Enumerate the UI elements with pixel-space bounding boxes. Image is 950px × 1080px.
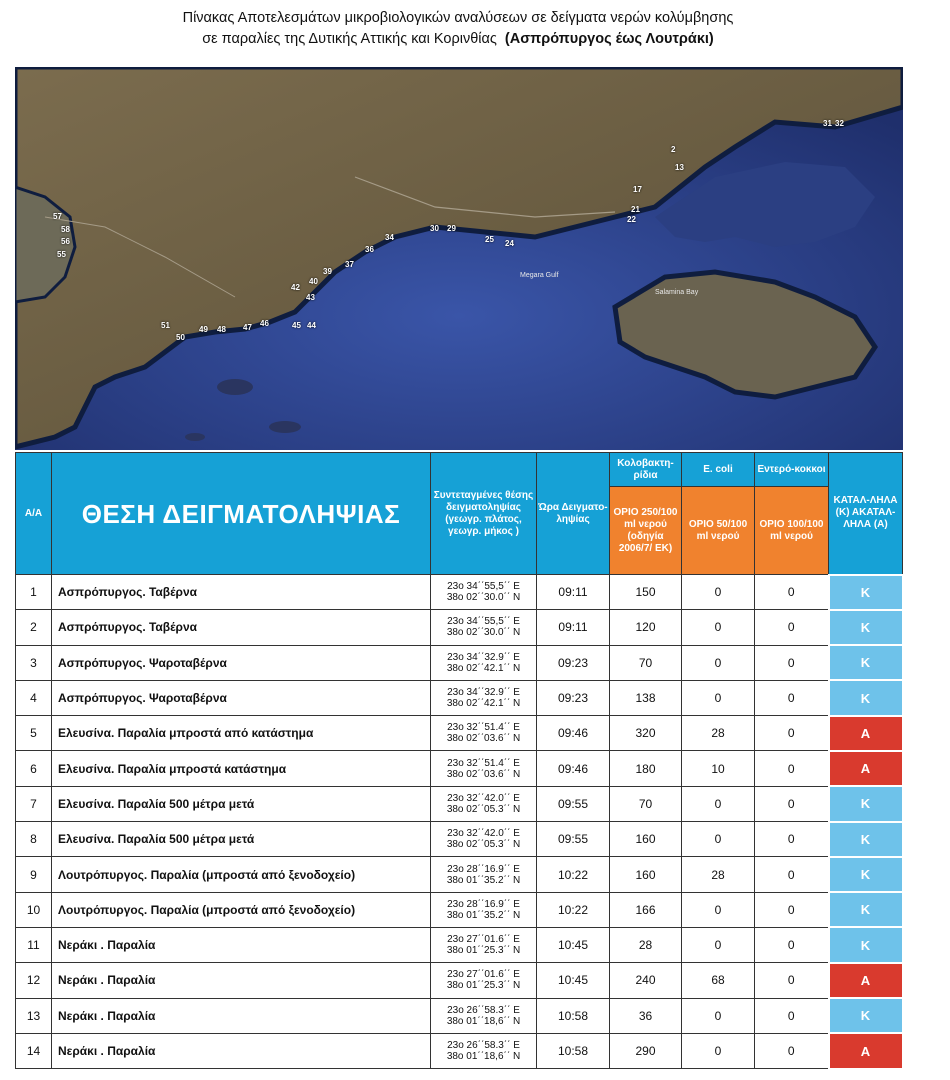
coliforms-value: 138 xyxy=(610,680,682,715)
row-number: 11 xyxy=(16,927,52,962)
position-name: Νεράκι . Παραλία xyxy=(52,927,431,962)
title-line-1: Πίνακας Αποτελεσμάτων μικροβιολογικών αναλύσεων σε δείγματα νερών κολύμβησης xyxy=(182,10,734,26)
sampling-time: 10:45 xyxy=(537,927,610,962)
result-badge: Κ xyxy=(829,786,903,821)
coliforms-value: 120 xyxy=(610,610,682,645)
header-entero: Εντερό-κοκκοι xyxy=(755,453,829,487)
table-row xyxy=(16,575,903,610)
ecoli-value: 0 xyxy=(682,645,755,680)
map-point-40: 40 xyxy=(309,277,318,286)
coliforms-value: 320 xyxy=(610,716,682,751)
ecoli-value: 10 xyxy=(682,751,755,786)
position-name: Νεράκι . Παραλία xyxy=(52,1033,431,1068)
longitude: 23ο 28΄΄16.9΄΄ Ε xyxy=(447,863,520,875)
position-name: Ελευσίνα. Παραλία μπροστά κατάστημα xyxy=(52,751,431,786)
latitude: 38ο 02΄΄42.1΄΄ Ν xyxy=(446,662,521,674)
coordinates xyxy=(431,680,537,715)
row-number: 14 xyxy=(16,1033,52,1068)
coordinates xyxy=(431,1033,537,1068)
coordinates xyxy=(431,716,537,751)
latitude: 38ο 01΄΄18,6΄΄ Ν xyxy=(446,1051,521,1062)
enterococci-value: 0 xyxy=(755,680,829,715)
sampling-time: 10:45 xyxy=(537,963,610,998)
map-point-36: 36 xyxy=(365,245,374,254)
enterococci-value: 0 xyxy=(755,645,829,680)
header-coliforms-limit: ΟΡΙΟ 250/100 ml νερού (οδηγία 2006/7/ ΕΚ) xyxy=(610,487,682,575)
coliforms-value: 166 xyxy=(610,892,682,927)
row-number: 3 xyxy=(16,645,52,680)
result-badge: Κ xyxy=(829,575,903,610)
enterococci-value: 0 xyxy=(755,857,829,892)
coordinates xyxy=(431,857,537,892)
title-line-2 xyxy=(0,29,916,50)
latitude: 38ο 01΄΄25.3΄΄ Ν xyxy=(446,945,521,957)
map-point-43: 43 xyxy=(306,293,315,302)
map-point-30: 30 xyxy=(430,224,439,233)
result-badge: Κ xyxy=(829,857,903,892)
islet-2 xyxy=(269,421,301,433)
map-point-56: 56 xyxy=(61,237,70,246)
enterococci-value: 0 xyxy=(755,751,829,786)
longitude: 23ο 27΄΄01.6΄΄ Ε xyxy=(447,969,520,981)
table-row xyxy=(16,716,903,751)
longitude: 23ο 34΄΄32.9΄΄ Ε xyxy=(447,687,520,699)
table-row xyxy=(16,963,903,998)
result-badge: Κ xyxy=(829,927,903,962)
latitude: 38ο 02΄΄03.6΄΄ Ν xyxy=(446,733,521,745)
longitude: 23ο 28΄΄16.9΄΄ Ε xyxy=(447,898,520,910)
result-badge: Κ xyxy=(829,998,903,1033)
result-badge: Κ xyxy=(829,645,903,680)
enterococci-value: 0 xyxy=(755,927,829,962)
coordinates xyxy=(431,963,537,998)
coordinates xyxy=(431,822,537,857)
position-name: Νεράκι . Παραλία xyxy=(52,963,431,998)
map-graphic xyxy=(15,67,903,450)
map-point-39: 39 xyxy=(323,267,332,276)
coliforms-value: 160 xyxy=(610,857,682,892)
enterococci-value: 0 xyxy=(755,892,829,927)
row-number: 6 xyxy=(16,751,52,786)
position-name: Νεράκι . Παραλία xyxy=(52,998,431,1033)
islet-3 xyxy=(185,433,205,441)
coliforms-value: 70 xyxy=(610,786,682,821)
header-ecoli: E. coli xyxy=(682,453,755,487)
row-number: 13 xyxy=(16,998,52,1033)
results-body xyxy=(16,575,903,1069)
ecoli-value: 68 xyxy=(682,963,755,998)
coordinates xyxy=(431,575,537,610)
header-result: ΚΑΤΑΛ-ΛΗΛΑ (Κ) ΑΚΑΤΑΛ-ΛΗΛΑ (Α) xyxy=(829,453,903,575)
result-badge: Α xyxy=(829,751,903,786)
longitude: 23ο 32΄΄42.0΄΄ Ε xyxy=(447,792,520,804)
enterococci-value: 0 xyxy=(755,575,829,610)
table-row xyxy=(16,822,903,857)
longitude: 23ο 26΄΄58.3΄΄ Ε xyxy=(447,1004,520,1016)
longitude: 23ο 34΄΄32.9΄΄ Ε xyxy=(447,651,520,663)
row-number: 12 xyxy=(16,963,52,998)
map-point-45: 45 xyxy=(292,321,301,330)
sampling-time: 09:46 xyxy=(537,751,610,786)
result-badge: Κ xyxy=(829,822,903,857)
coliforms-value: 28 xyxy=(610,927,682,962)
sampling-time: 10:22 xyxy=(537,892,610,927)
latitude: 38ο 01΄΄18,6΄΄ Ν xyxy=(446,1015,521,1027)
latitude: 38ο 02΄΄05.3΄΄ Ν xyxy=(446,803,521,815)
map-point-58: 58 xyxy=(61,225,70,234)
position-name: Ασπρόπυργος. Ψαροταβέρνα xyxy=(52,645,431,680)
enterococci-value: 0 xyxy=(755,610,829,645)
coliforms-value: 150 xyxy=(610,575,682,610)
header-ecoli-limit: ΟΡΙΟ 50/100 ml νερού xyxy=(682,487,755,575)
map-point-51: 51 xyxy=(161,321,170,330)
sampling-time: 09:23 xyxy=(537,645,610,680)
enterococci-value: 0 xyxy=(755,1033,829,1068)
map-point-2: 2 xyxy=(671,145,676,154)
map-point-44: 44 xyxy=(307,321,316,330)
coordinates xyxy=(431,892,537,927)
row-number: 2 xyxy=(16,610,52,645)
header-time: Ώρα Δειγματο-ληψίας xyxy=(537,453,610,575)
map-point-42: 42 xyxy=(291,283,300,292)
enterococci-value: 0 xyxy=(755,822,829,857)
header-aa: Α/Α xyxy=(16,453,52,575)
sampling-time: 09:55 xyxy=(537,822,610,857)
position-name: Ασπρόπυργος. Ψαροταβέρνα xyxy=(52,680,431,715)
position-name: Λουτρόπυργος. Παραλία (μπροστά από ξενοδοχείο) xyxy=(52,857,431,892)
latitude: 38ο 01΄΄25.3΄΄ Ν xyxy=(446,980,521,992)
longitude: 23ο 26΄΄58.3΄΄ Ε xyxy=(447,1040,520,1051)
map-point-22: 22 xyxy=(627,215,636,224)
ecoli-value: 28 xyxy=(682,857,755,892)
ecoli-value: 0 xyxy=(682,575,755,610)
result-badge: Κ xyxy=(829,892,903,927)
position-name: Ελευσίνα. Παραλία 500 μέτρα μετά xyxy=(52,822,431,857)
map-point-34: 34 xyxy=(385,233,394,242)
sampling-time: 10:22 xyxy=(537,857,610,892)
map-point-29: 29 xyxy=(447,224,456,233)
latitude: 38ο 02΄΄30.0΄΄ Ν xyxy=(446,592,521,604)
row-number: 1 xyxy=(16,575,52,610)
sampling-time: 09:23 xyxy=(537,680,610,715)
coordinates xyxy=(431,645,537,680)
map-point-32: 32 xyxy=(835,119,844,128)
map-point-31: 31 xyxy=(823,119,832,128)
longitude: 23ο 34΄΄55,5΄΄ Ε xyxy=(447,581,520,593)
results-table xyxy=(15,452,904,1070)
result-badge: Κ xyxy=(829,680,903,715)
coliforms-value: 70 xyxy=(610,645,682,680)
map-point-25: 25 xyxy=(485,235,494,244)
title-line-2-regular: σε παραλίες της Δυτικής Αττικής και Κορινθίας xyxy=(202,31,497,47)
table-row xyxy=(16,1033,903,1068)
satellite-map xyxy=(15,67,903,450)
ecoli-value: 0 xyxy=(682,680,755,715)
coliforms-value: 240 xyxy=(610,963,682,998)
ecoli-value: 0 xyxy=(682,927,755,962)
map-point-49: 49 xyxy=(199,325,208,334)
position-name: Ελευσίνα. Παραλία 500 μέτρα μετά xyxy=(52,786,431,821)
row-number: 4 xyxy=(16,680,52,715)
ecoli-value: 0 xyxy=(682,892,755,927)
longitude: 23ο 34΄΄55,5΄΄ Ε xyxy=(447,616,520,628)
sampling-time: 10:58 xyxy=(537,1033,610,1068)
header-coordinates: Συντεταγμένες θέσης δειγματοληψίας (γεωγρ. πλάτος, γεωγρ. μήκος ) xyxy=(431,453,537,575)
islet-1 xyxy=(217,379,253,395)
ecoli-value: 0 xyxy=(682,610,755,645)
map-point-57: 57 xyxy=(53,212,62,221)
sampling-time: 10:58 xyxy=(537,998,610,1033)
table-row xyxy=(16,786,903,821)
ecoli-value: 0 xyxy=(682,822,755,857)
sampling-time: 09:46 xyxy=(537,716,610,751)
title-line-2-bold: (Ασπρόπυργος έως Λουτράκι) xyxy=(504,31,714,47)
row-number: 7 xyxy=(16,786,52,821)
map-point-55: 55 xyxy=(57,250,66,259)
map-point-37: 37 xyxy=(345,260,354,269)
latitude: 38ο 02΄΄30.0΄΄ Ν xyxy=(446,627,521,639)
table-row xyxy=(16,927,903,962)
result-badge: Α xyxy=(829,1033,903,1068)
coordinates xyxy=(431,786,537,821)
position-name: Ασπρόπυργος. Ταβέρνα xyxy=(52,610,431,645)
sampling-time: 09:11 xyxy=(537,610,610,645)
megara-gulf-label: Megara Gulf xyxy=(520,272,559,279)
ecoli-value: 0 xyxy=(682,998,755,1033)
map-point-21: 21 xyxy=(631,205,640,214)
latitude: 38ο 01΄΄35.2΄΄ Ν xyxy=(446,874,521,886)
salamina-bay-label: Salamina Bay xyxy=(655,289,699,296)
ecoli-value: 0 xyxy=(682,1033,755,1068)
enterococci-value: 0 xyxy=(755,716,829,751)
header-position: ΘΕΣΗ ΔΕΙΓΜΑΤΟΛΗΨΙΑΣ xyxy=(52,453,431,575)
coliforms-value: 36 xyxy=(610,998,682,1033)
table-row xyxy=(16,680,903,715)
table-row xyxy=(16,645,903,680)
map-point-24: 24 xyxy=(505,239,514,248)
longitude: 23ο 27΄΄01.6΄΄ Ε xyxy=(447,934,520,946)
position-name: Ασπρόπυργος. Ταβέρνα xyxy=(52,575,431,610)
header-coliforms: Κολοβακτη-ρίδια xyxy=(610,453,682,487)
coordinates xyxy=(431,751,537,786)
enterococci-value: 0 xyxy=(755,998,829,1033)
map-point-48: 48 xyxy=(217,325,226,334)
row-number: 9 xyxy=(16,857,52,892)
map-point-17: 17 xyxy=(633,185,642,194)
row-number: 8 xyxy=(16,822,52,857)
sampling-time: 09:55 xyxy=(537,786,610,821)
map-point-46: 46 xyxy=(260,319,269,328)
coordinates xyxy=(431,610,537,645)
table-row xyxy=(16,998,903,1033)
coordinates xyxy=(431,998,537,1033)
position-name: Λουτρόπυργος. Παραλία (μπροστά από ξενοδοχείο) xyxy=(52,892,431,927)
header-entero-limit: ΟΡΙΟ 100/100 ml νερού xyxy=(755,487,829,575)
sampling-time: 09:11 xyxy=(537,575,610,610)
result-badge: Κ xyxy=(829,610,903,645)
coordinates xyxy=(431,927,537,962)
longitude: 23ο 32΄΄42.0΄΄ Ε xyxy=(447,828,520,840)
map-point-47: 47 xyxy=(243,323,252,332)
latitude: 38ο 02΄΄42.1΄΄ Ν xyxy=(446,698,521,710)
coliforms-value: 290 xyxy=(610,1033,682,1068)
table-row xyxy=(16,610,903,645)
row-number: 10 xyxy=(16,892,52,927)
coliforms-value: 160 xyxy=(610,822,682,857)
map-point-13: 13 xyxy=(675,163,684,172)
latitude: 38ο 01΄΄35.2΄΄ Ν xyxy=(446,909,521,921)
map-point-50: 50 xyxy=(176,333,185,342)
longitude: 23ο 32΄΄51.4΄΄ Ε xyxy=(447,722,520,734)
coliforms-value: 180 xyxy=(610,751,682,786)
ecoli-value: 0 xyxy=(682,786,755,821)
longitude: 23ο 32΄΄51.4΄΄ Ε xyxy=(447,757,520,769)
enterococci-value: 0 xyxy=(755,963,829,998)
latitude: 38ο 02΄΄05.3΄΄ Ν xyxy=(446,839,521,851)
row-number: 5 xyxy=(16,716,52,751)
latitude: 38ο 02΄΄03.6΄΄ Ν xyxy=(446,768,521,780)
ecoli-value: 28 xyxy=(682,716,755,751)
enterococci-value: 0 xyxy=(755,786,829,821)
table-row xyxy=(16,892,903,927)
result-badge: Α xyxy=(829,963,903,998)
position-name: Ελευσίνα. Παραλία μπροστά από κατάστημα xyxy=(52,716,431,751)
table-row xyxy=(16,857,903,892)
page-title xyxy=(0,8,916,50)
table-row xyxy=(16,751,903,786)
result-badge: Α xyxy=(829,716,903,751)
